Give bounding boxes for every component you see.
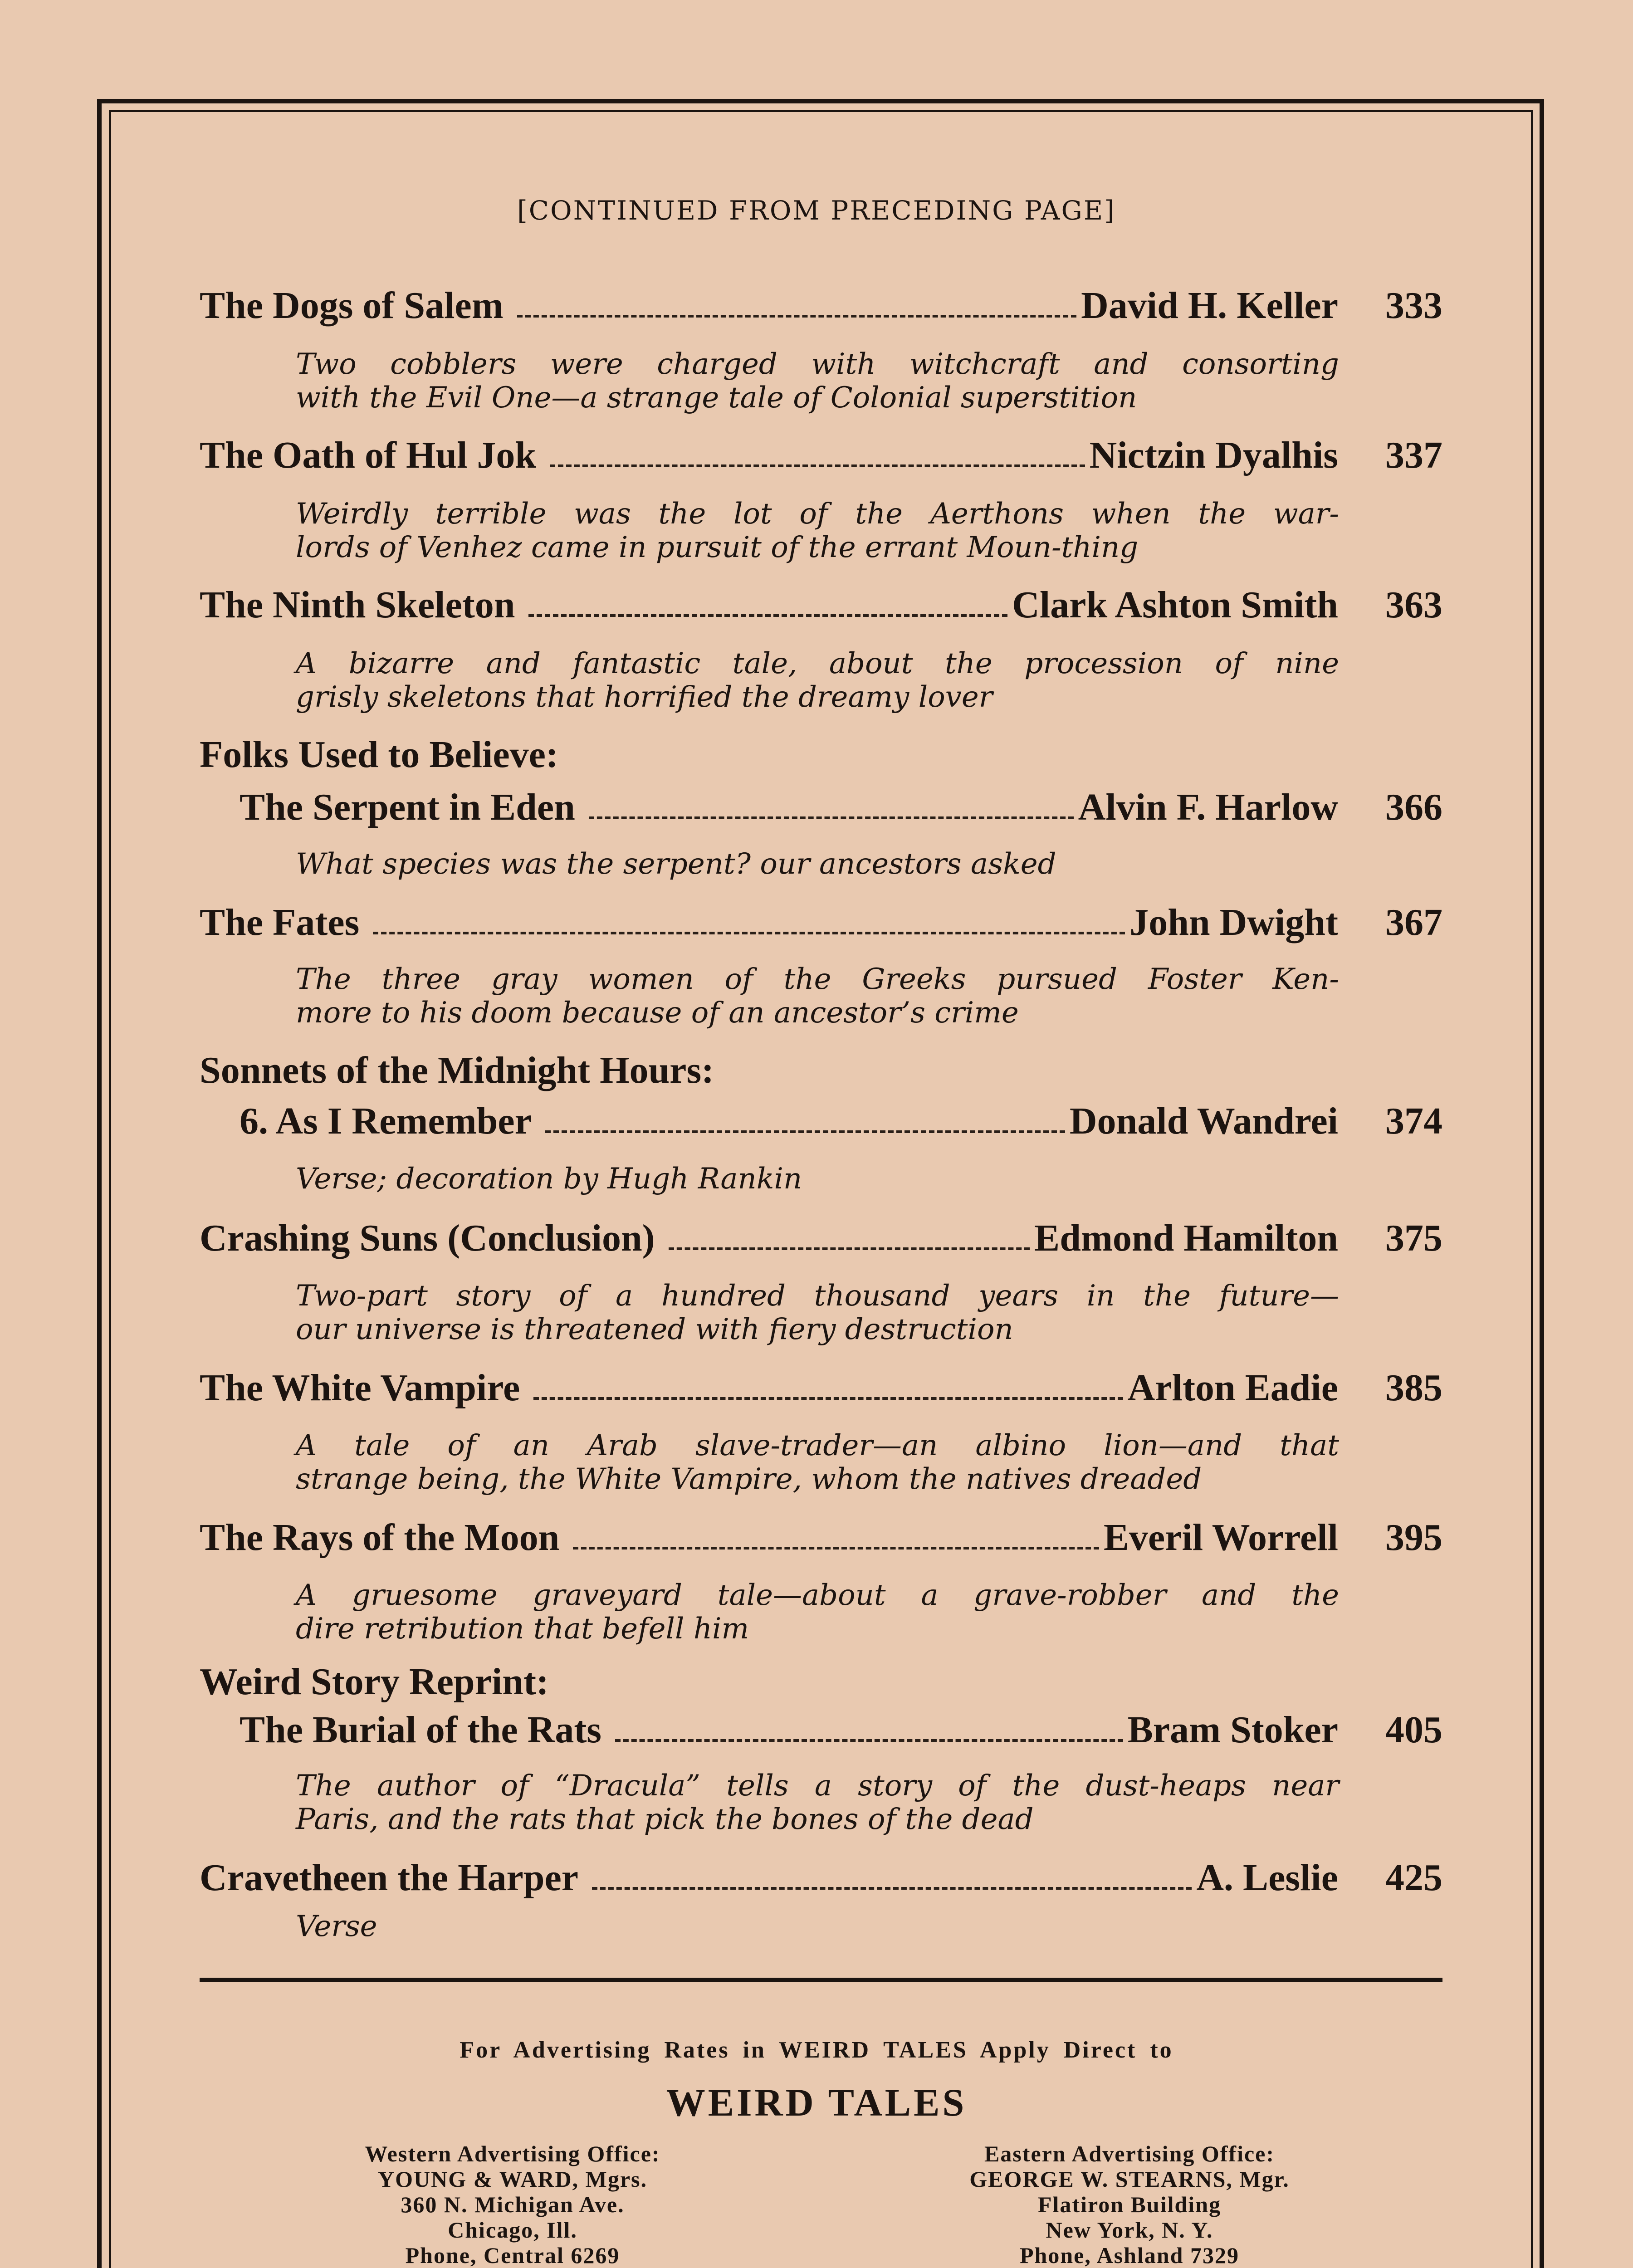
- page-ref: 333: [1385, 284, 1442, 327]
- leader-dots: [373, 932, 1125, 934]
- leader-dots: [550, 464, 1085, 467]
- story-title: The White Vampire: [200, 1367, 520, 1409]
- office-name: GEORGE W. STEARNS, Mgr.: [969, 2166, 1290, 2192]
- page-ref: 366: [1385, 786, 1442, 828]
- story-description: The author of “Dracula” tells a story of the dust-heaps near Paris, and the rats that pick the bones of the dead: [296, 1769, 1339, 1836]
- office-phone: Phone, Central 6269: [405, 2243, 620, 2268]
- leader-dots: [528, 614, 1007, 617]
- page-ref: 363: [1385, 584, 1442, 626]
- leader-dots: [669, 1247, 1030, 1250]
- toc-title-line: [240, 1101, 1442, 1143]
- story-author: Everil Worrell: [1103, 1516, 1338, 1559]
- leader-dots: [615, 1739, 1123, 1742]
- toc-title-line: [240, 787, 1442, 829]
- story-description: Two-part story of a hundred thousand years in the future— our universe is threatened with fiery destruction: [296, 1279, 1339, 1346]
- story-title: The Rays of the Moon: [200, 1516, 560, 1559]
- divider-rule: [200, 1978, 1442, 1982]
- toc-title-line: [240, 1710, 1442, 1752]
- leader-dots: [545, 1130, 1065, 1133]
- advertising-title: WEIRD TALES: [666, 2081, 967, 2124]
- page-ref: 405: [1385, 1709, 1442, 1751]
- story-description: Two cobblers were charged with witchcraft and consorting with the Evil One—a strange tale of Colonial superstition: [296, 347, 1339, 415]
- page-ref: 367: [1385, 901, 1442, 943]
- page-ref: 374: [1385, 1100, 1442, 1142]
- office-phone: Phone, Ashland 7329: [1020, 2243, 1239, 2268]
- page-ref: 425: [1385, 1857, 1442, 1899]
- toc-title-line: [200, 1368, 1442, 1410]
- story-author: John Dwight: [1129, 901, 1338, 943]
- story-author: Arlton Eadie: [1127, 1367, 1338, 1409]
- leader-dots: [592, 1887, 1192, 1890]
- office-name: YOUNG & WARD, Mgrs.: [378, 2166, 647, 2192]
- story-description: Verse: [296, 1910, 377, 1943]
- toc-title-line: [200, 1218, 1442, 1260]
- story-title: Crashing Suns (Conclusion): [200, 1217, 655, 1259]
- story-description: Weirdly terrible was the lot of the Aerthons when the war- lords of Venhez came in pursuit of the errant Moun-thing: [296, 497, 1339, 564]
- office-heading: Western Advertising Office:: [365, 2141, 660, 2166]
- story-author: Donald Wandrei: [1069, 1100, 1338, 1142]
- story-author: A. Leslie: [1196, 1857, 1338, 1899]
- toc-title-line: [200, 435, 1442, 477]
- section-heading: Folks Used to Believe:: [200, 733, 558, 776]
- office-city: Chicago, Ill.: [448, 2217, 577, 2243]
- office-address: 360 N. Michigan Ave.: [401, 2192, 625, 2217]
- leader-dots: [517, 315, 1076, 318]
- toc-title-line: [200, 286, 1442, 327]
- page-ref: 375: [1385, 1217, 1442, 1259]
- page-ref: 337: [1385, 434, 1442, 476]
- story-title: The Fates: [200, 901, 360, 943]
- story-author: Nictzin Dyalhis: [1089, 434, 1338, 476]
- story-author: David H. Keller: [1081, 284, 1338, 327]
- story-description: The three gray women of the Greeks pursued Foster Ken- more to his doom because of an ancestor’s crime: [296, 963, 1339, 1030]
- office-heading: Eastern Advertising Office:: [984, 2141, 1275, 2166]
- toc-title-line: [200, 585, 1442, 627]
- story-author: Alvin F. Harlow: [1078, 786, 1338, 828]
- toc-title-line: [200, 1858, 1442, 1900]
- office-address: Flatiron Building: [1037, 2192, 1222, 2217]
- story-title: The Dogs of Salem: [200, 284, 504, 327]
- continued-header: [CONTINUED FROM PRECEDING PAGE]: [517, 195, 1116, 226]
- leader-dots: [573, 1547, 1099, 1549]
- story-title: The Serpent in Eden: [240, 786, 575, 828]
- story-author: Clark Ashton Smith: [1012, 584, 1338, 626]
- section-heading: Weird Story Reprint:: [200, 1661, 549, 1703]
- story-author: Edmond Hamilton: [1034, 1217, 1338, 1259]
- toc-title-line: [200, 1518, 1442, 1559]
- advertising-line: For Advertising Rates in WEIRD TALES Apply Direct to: [460, 2037, 1173, 2063]
- toc-title-line: [200, 903, 1442, 944]
- page-ref: 385: [1385, 1367, 1442, 1409]
- story-description: A bizarre and fantastic tale, about the procession of nine grisly skeletons that horrified the dreamy lover: [296, 647, 1339, 714]
- eastern-office: [925, 2141, 1334, 2268]
- western-office: [308, 2141, 717, 2268]
- story-author: Bram Stoker: [1127, 1709, 1338, 1751]
- story-title: The Oath of Hul Jok: [200, 434, 537, 476]
- story-description: What species was the serpent? our ancestors asked: [296, 847, 1056, 881]
- leader-dots: [533, 1397, 1123, 1400]
- story-description: Verse; decoration by Hugh Rankin: [296, 1162, 802, 1196]
- story-title: The Ninth Skeleton: [200, 584, 515, 626]
- story-description: A gruesome graveyard tale—about a grave-robber and the dire retribution that befell him: [296, 1579, 1339, 1646]
- story-description: A tale of an Arab slave-trader—an albino lion—and that strange being, the White Vampire, whom the natives dreaded: [296, 1429, 1339, 1496]
- page-ref: 395: [1385, 1516, 1442, 1559]
- story-title: Cravetheen the Harper: [200, 1857, 579, 1899]
- office-city: New York, N. Y.: [1046, 2217, 1213, 2243]
- story-title: The Burial of the Rats: [240, 1709, 601, 1751]
- section-heading: Sonnets of the Midnight Hours:: [200, 1049, 714, 1091]
- story-title: 6. As I Remember: [240, 1100, 532, 1142]
- leader-dots: [589, 816, 1074, 819]
